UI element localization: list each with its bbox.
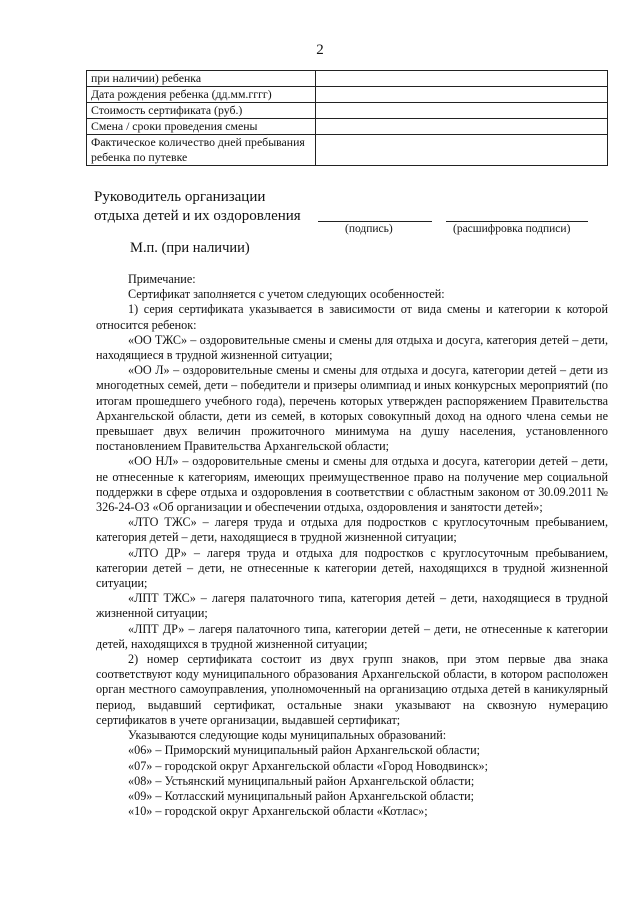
table-row-value xyxy=(315,119,607,135)
municipality-code-item: «06» – Приморский муниципальный район Архангельской области; xyxy=(128,743,480,758)
note-paragraph: Указываются следующие коды муниципальных образований: xyxy=(128,728,447,743)
table-row-value xyxy=(315,71,607,87)
note-paragraph: 1) серия сертификата указывается в зависимости от вида смены и категории к которой относится ребенок: xyxy=(96,302,608,332)
table-row-label: при наличии) ребенка xyxy=(87,71,316,87)
note-paragraph: «ОО Л» – оздоровительные смены и смены для отдыха и досуга, категории детей – дети из многодетных семей, дети – победители и призеры олимпиад и иных конкурсных мероприятий (по итогам прошедшего учебного года), перечень которых утвержден распоряжением Правительства Архангельской области, дети из семей, в которых совокупный доход на одного члена семьи не превышает двух величин прожиточного минимума на душу населения, установленного постановлением Правительства Архангельской области; xyxy=(96,363,608,454)
signature-line xyxy=(318,221,432,222)
municipality-code-item: «10» – городской округ Архангельской области «Котлас»; xyxy=(128,804,428,819)
municipality-code-item: «07» – городской округ Архангельской области «Город Новодвинск»; xyxy=(128,758,489,773)
stamp-note: М.п. (при наличии) xyxy=(130,240,250,256)
signature-title xyxy=(94,188,301,225)
table-row-label: Стоимость сертификата (руб.) xyxy=(87,103,316,119)
signature-title-line2: отдыха детей и их оздоровления xyxy=(94,207,301,224)
signature-caption: (подпись) xyxy=(345,223,393,235)
note-paragraph: «ОО НЛ» – оздоровительные смены и смены для отдыха и досуга, категории детей – дети, не отнесенные к категориям, имеющих преимущественное право на получение мер социальной поддержки в сфере отдыха и оздоровления в соответствии с областным законом от 30.09.2011 № 326-24-ОЗ «Об организации и обеспечении отдыха, оздоровления и занятости детей»; xyxy=(96,454,608,515)
note-paragraph: «ОО ТЖС» – оздоровительные смены и смены для отдыха и досуга, категория детей – дети, находящиеся в трудной жизненной ситуации; xyxy=(96,332,608,363)
signature-title-line1: Руководитель организации xyxy=(94,189,266,205)
municipality-code-item: «09» – Котласский муниципальный район Архангельской области; xyxy=(128,788,475,803)
note-paragraph: Сертификат заполняется с учетом следующих особенностей: xyxy=(128,287,445,302)
table-row xyxy=(87,103,608,119)
municipality-code-item: «08» – Устьянский муниципальный район Архангельской области; xyxy=(128,773,475,788)
note-paragraph: 2) номер сертификата состоит из двух групп знаков, при этом первые два знака соответствуют коду муниципального образования Архангельской области, в котором расположен орган местного самоуправления, уполномоченный на организацию отдыха детей в каникулярный период, выдавший сертификат, остальные знаки указывают на сквозную нумерацию сертификатов в учете организации, выдавшей сертификат; xyxy=(96,652,608,727)
table-row-label: Смена / сроки проведения смены xyxy=(87,119,316,135)
table-row xyxy=(87,135,608,166)
note-heading: Примечание: xyxy=(128,272,196,286)
signature-decode-caption: (расшифровка подписи) xyxy=(453,223,571,235)
table-row xyxy=(87,87,608,103)
table-row-label: Фактическое количество дней пребывания ребенка по путевке xyxy=(87,135,316,166)
signature-decode-line xyxy=(446,221,588,222)
table-row-value xyxy=(315,135,607,166)
note-section xyxy=(96,272,608,819)
page-number: 2 xyxy=(316,42,324,58)
note-paragraph: «ЛПТ ДР» – лагеря палаточного типа, категории детей – дети, не отнесенные к категории детей, находящихся в трудной жизненной ситуации; xyxy=(96,621,608,651)
note-paragraph: «ЛТО ДР» – лагеря труда и отдыха для подростков с круглосуточным пребыванием, категории детей – дети, не отнесенные к категории детей, находящихся в трудной жизненной ситуации; xyxy=(96,545,608,591)
table-row-value xyxy=(315,87,607,103)
certificate-info-table xyxy=(86,70,608,166)
table-row-label: Дата рождения ребенка (дд.мм.гггг) xyxy=(87,87,316,103)
note-paragraph: «ЛПТ ТЖС» – лагеря палаточного типа, категория детей – дети, находящиеся в трудной жизненной ситуации; xyxy=(96,591,608,621)
table-row xyxy=(87,71,608,87)
table-row-value xyxy=(315,103,607,119)
table-row xyxy=(87,119,608,135)
note-paragraph: «ЛТО ТЖС» – лагеря труда и отдыха для подростков с круглосуточным пребыванием, категория детей – дети, находящиеся в трудной жизненной ситуации; xyxy=(96,515,608,545)
